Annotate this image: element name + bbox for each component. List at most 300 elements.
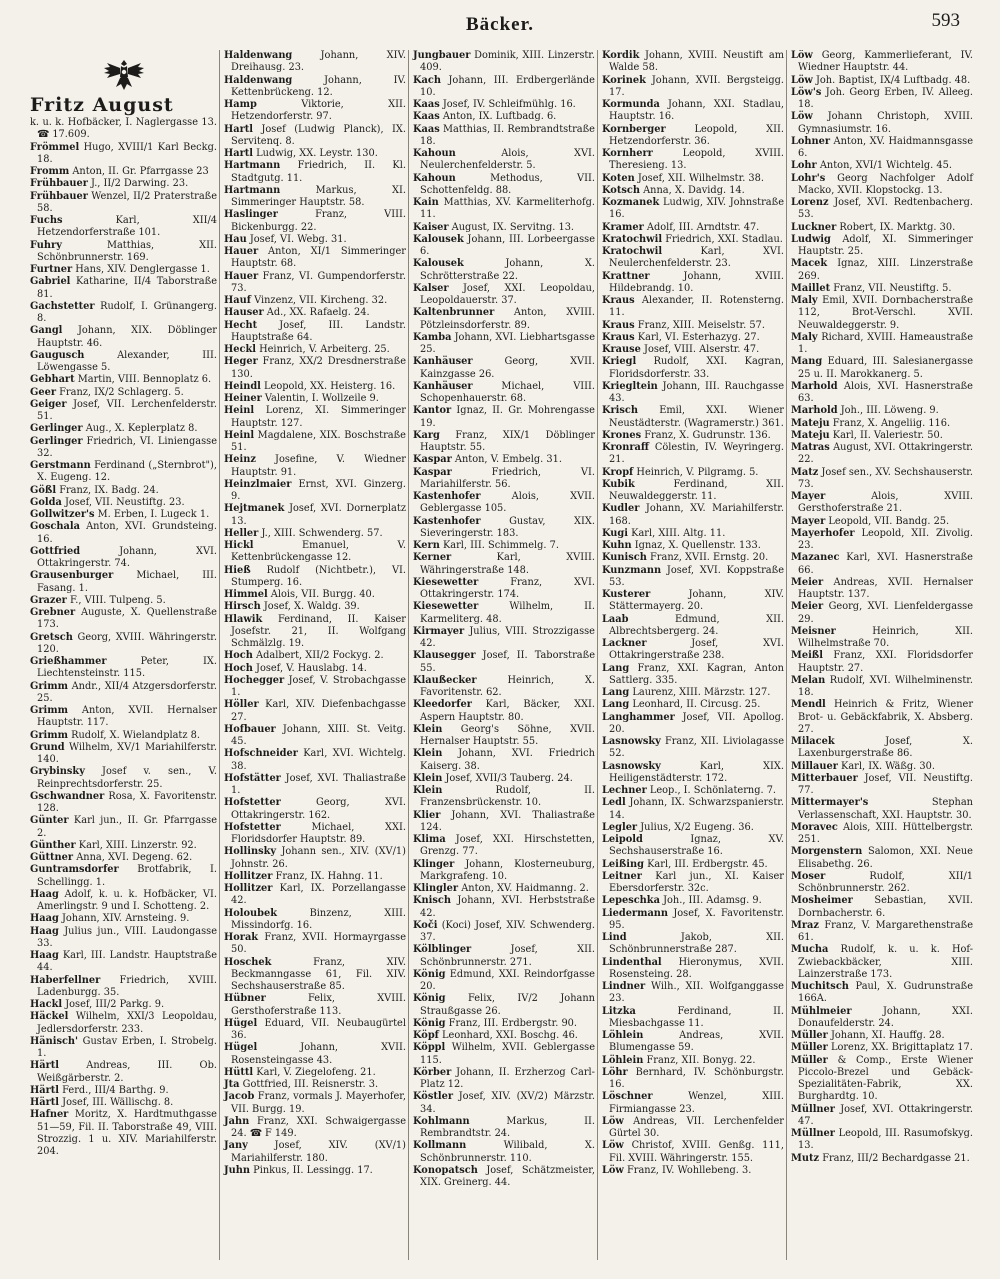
entry-address: Josef, X. Waldg. 39. (263, 601, 360, 613)
entry-name: Klein (413, 772, 443, 784)
entry-address: Joh., III. Adamsg. 9. (663, 895, 762, 907)
entry-address: Dominik, XIII. Linzerstr. 409. (420, 50, 595, 74)
entry-address: Anton, IX. Luftbadg. 6. (442, 111, 557, 123)
entry-address: k. u. k. Hofbäcker, I. Naglergasse 13. ☎ 17.609. (30, 117, 217, 141)
entry-name: Haag (30, 925, 59, 937)
entry-address: Anna, X. Davidg. 14. (643, 184, 745, 196)
entry-name: Jta (224, 1079, 240, 1090)
entry-address: Johann, XIV. Dreihausg. 23. (231, 50, 406, 74)
page-header (0, 10, 1000, 44)
entry-address: Alois, XVI. Neulerchenfelderstr. 5. (420, 148, 595, 172)
entry-address: Matthias, XV. Karmeliterhofg. 11. (420, 197, 595, 221)
directory-entry (30, 497, 217, 509)
entry-address: Rudolf, XXI. Kagran, Floridsdorferstr. 33. (609, 356, 784, 380)
entry-address: Binzenz, XIII. Missindorfg. 16. (231, 907, 406, 931)
directory-entry (30, 1036, 217, 1061)
directory-entry (791, 895, 973, 920)
entry-name: Klaußecker (413, 674, 477, 686)
entry-address: Josef, IV. Schleifmühlg. 16. (442, 99, 576, 110)
entry-address: Franz, XX/2 Dresdnerstraße 130. (231, 356, 406, 380)
entry-address: Karl, III. Schimmelg. 7. (442, 540, 559, 551)
entry-name: Klinger (413, 858, 455, 870)
entry-address: Josef, XVI. Thaliastraße 1. (231, 772, 406, 796)
entry-name: Kiesewetter (413, 601, 479, 613)
directory-entry (413, 356, 595, 381)
entry-name: Furtner (30, 264, 73, 275)
directory-entry (30, 864, 217, 889)
entry-address: Josef, XVI. Ottakringerstraße 238. (609, 638, 784, 662)
entry-name: Härtl (30, 1084, 60, 1096)
entry-address: Karl, XIX. Heiligenstädterstr. 172. (609, 760, 784, 784)
entry-address: Gustav Erben, I. Strobelg. 1. (37, 1035, 217, 1059)
entry-name: Liedermann (602, 907, 669, 919)
entry-name: Moravec (791, 821, 838, 833)
entry-address: Richard, XVIII. Hameaustraße 1. (798, 331, 973, 355)
entry-address: Karl, XIV. Diefenbachgasse 27. (231, 699, 406, 723)
entry-address: Georg, XVII. Kainzgasse 26. (420, 356, 595, 380)
entry-address: Karl, V. Ziegelofeng. 21. (256, 1066, 376, 1078)
entry-address: Karl, III. Landstr. Hauptstraße 44. (37, 950, 217, 974)
directory-entry (602, 197, 784, 222)
entry-name: Mayer (791, 491, 826, 502)
directory-entry (602, 797, 784, 822)
entry-address: Georg, XVI. Lienfeldergasse 29. (798, 601, 973, 625)
directory-entry (602, 565, 784, 590)
entry-address: Johann, XIV. Stättermayerg. 20. (609, 589, 784, 613)
directory-entry (791, 650, 973, 675)
entry-name: Hauer (224, 270, 259, 282)
directory-entry (413, 491, 595, 516)
entry-address: Stephan Verlassenschaft, XXI. Hauptstr. 30. (798, 797, 973, 821)
entry-name: Kerner (413, 552, 452, 564)
entry-address: Andreas, XVII. Blumengasse 59. (609, 1030, 784, 1054)
entry-address: Josef, VI. Webg. 31. (249, 233, 347, 245)
directory-entry (602, 442, 784, 467)
entry-name: Kraus (602, 319, 635, 331)
entry-address: Johann, XVII. Bergsteigg. 17. (609, 74, 784, 98)
directory-entry (413, 454, 595, 466)
entry-name: Kormunda (602, 99, 660, 110)
directory-entry (30, 276, 217, 301)
directory-entry (413, 1140, 595, 1165)
entry-address: Karl, XII/4 Hetzendorferstraße 101. (37, 215, 217, 239)
entry-name: Köppl (413, 1042, 446, 1054)
directory-entry (791, 418, 973, 430)
entry-address: Josef, III. Wällischg. 8. (62, 1097, 174, 1108)
entry-address: Sebastian, XVII. Dornbacherstr. 6. (798, 895, 973, 919)
directory-entry (224, 75, 406, 100)
entry-address: Karl, IX. Wäßg. 30. (841, 760, 935, 772)
directory-entry (224, 540, 406, 565)
directory-entry (30, 325, 217, 350)
directory-entry (224, 50, 406, 75)
entry-address: Karl, III. Erdbergstr. 45. (647, 858, 768, 870)
entry-address: Wilhelm, XVII. Geblergasse 115. (420, 1042, 595, 1066)
entry-address: Alois, XIII. Hüttelbergstr. 251. (798, 821, 973, 845)
directory-entry (602, 859, 784, 871)
entry-address: Anton, XV. Haidmannsgasse 6. (798, 135, 973, 159)
entry-address: Joh., III. Löweng. 9. (840, 405, 939, 417)
entry-name: Günther (30, 839, 76, 851)
entry-address: Karl, XIII. Altg. 11. (631, 527, 726, 539)
directory-entry (30, 815, 217, 840)
entry-address: Johann, Klosterneuburg, Markgrafeng. 10. (420, 858, 595, 882)
entry-name: Löhlein (602, 1030, 644, 1041)
directory-entry (224, 209, 406, 234)
entry-address: Josef, XXI. Leopoldau, Leopoldauerstr. 37. (420, 282, 595, 306)
entry-address: Johann, XXI. Donaufelderstr. 24. (798, 1005, 973, 1029)
directory-entry (413, 1030, 595, 1042)
entry-address: Franz, X. Angeliig. 116. (832, 417, 951, 429)
directory-entry (30, 656, 217, 681)
entry-name: Mateju (791, 417, 830, 429)
directory-entry (602, 332, 784, 344)
entry-name: Heinzlmaier (224, 478, 292, 490)
directory-entry (602, 503, 784, 528)
entry-name: Löw (791, 111, 813, 123)
entry-address: Franz, vormals J. Mayerhofer, VII. Burgg. 19. (231, 1091, 406, 1115)
entry-name: Krause (602, 344, 641, 355)
entry-address: Wilh., XII. Wolfganggasse 23. (609, 981, 784, 1005)
entry-name: Haag (30, 888, 59, 900)
directory-entry (602, 479, 784, 504)
directory-entry (224, 589, 406, 601)
directory-entry (413, 895, 595, 920)
entry-name: Lasnowsky (602, 760, 661, 772)
entry-name: Mraz (791, 919, 819, 931)
entry-name: Heckl (224, 344, 256, 355)
directory-entry (602, 405, 784, 430)
directory-entry (30, 215, 217, 240)
directory-entry (413, 1042, 595, 1067)
entry-name: Klingler (413, 883, 459, 894)
entry-name: Frühbauer (30, 190, 88, 202)
entry-name: Hofbauer (224, 723, 276, 735)
entry-name: Kaas (413, 99, 440, 110)
entry-address: Alexander, II. Rotensterng. 11. (609, 295, 784, 319)
directory-entry (413, 883, 595, 895)
directory-entry (791, 1030, 973, 1042)
entry-address: Ignaz, XV. Sechshauserstraße 16. (609, 834, 784, 858)
entry-name: Haldenwang (224, 50, 293, 61)
entry-name: Günter (30, 815, 69, 827)
entry-address: Josef, V. Hauslabg. 14. (256, 662, 367, 674)
entry-name: Frühbauer (30, 178, 88, 190)
directory-entry (791, 846, 973, 871)
directory-column-1 (30, 50, 219, 1260)
entry-name: Klausegger (413, 650, 476, 662)
entry-name: Kölblinger (413, 944, 472, 956)
entry-name: Heiner (224, 393, 262, 404)
directory-entry (602, 957, 784, 982)
directory-entry (791, 136, 973, 161)
directory-entry (413, 283, 595, 308)
entry-name: Kantor (413, 405, 452, 417)
entry-name: Hollinsky (224, 846, 277, 858)
directory-entry (224, 1018, 406, 1043)
entry-name: Hartmann (224, 184, 281, 196)
entry-name: Löw (602, 1164, 624, 1176)
entry-address: Karl, XVIII. Währingerstraße 148. (420, 552, 595, 576)
directory-entry (30, 1011, 217, 1036)
entry-name: Lorenz (791, 197, 829, 208)
entry-name: Härtl (30, 1097, 60, 1108)
directory-entry (224, 1140, 406, 1165)
directory-entry (30, 632, 217, 657)
directory-entry (602, 981, 784, 1006)
directory-entry (791, 381, 973, 406)
entry-address: M. Erben, I. Lugeck 1. (97, 509, 210, 520)
entry-address: Josef v. sen., V. Reinprechtsdorferstr. 25. (37, 766, 217, 790)
entry-address: Johann, XVIII. Hildebrandg. 10. (609, 270, 784, 294)
entry-address: Johann, XV. Mariahilferstr. 168. (609, 503, 784, 527)
entry-name: König (413, 968, 446, 980)
directory-entry (30, 178, 217, 190)
entry-address: Franz, XII. Liviolagasse 52. (609, 736, 784, 760)
entry-name: Kornherr (602, 148, 653, 159)
entry-name: Kotsch (602, 184, 640, 196)
directory-entry (413, 1116, 595, 1141)
entry-name: Meier (791, 576, 824, 588)
entry-address: Moritz, X. Hardtmuthgasse 51—59, Fil. II. Taborstraße 49, VIII. Strozzig. 1 u. XIV. Mariahilferstr. 204. (37, 1109, 217, 1157)
entry-address: Josef, XIV. (XV/1) Mariahilferstr. 180. (231, 1140, 406, 1164)
entry-name: Ledl (602, 797, 626, 809)
entry-name: Mühlmeier (791, 1005, 852, 1017)
directory-entry (602, 185, 784, 197)
entry-address: Julius, VIII. Strozzigasse 42. (420, 625, 595, 649)
entry-name: König (413, 1017, 446, 1029)
entry-address: Michael, VIII. Schopenhauerstr. 68. (420, 380, 595, 404)
directory-entry (602, 736, 784, 761)
entry-name: Hafner (30, 1109, 69, 1121)
entry-address: Karl, XVI. Wichtelg. 38. (231, 748, 406, 772)
directory-entry (602, 234, 784, 246)
entry-name: Kalousek (413, 233, 464, 245)
entry-address: Rosa, X. Favoritenstr. 128. (37, 790, 217, 814)
entry-name: Meier (791, 601, 824, 613)
entry-name: Kordik (602, 50, 640, 61)
directory-entry (224, 234, 406, 246)
entry-name: Meißl (791, 650, 823, 662)
entry-address: Anna, XVI. Degeng. 62. (76, 852, 193, 863)
entry-address: Johann, II. Erzherzog Carl-Platz 12. (420, 1066, 595, 1090)
entry-name: Grießhammer (30, 656, 107, 667)
directory-entry (413, 430, 595, 455)
directory-columns (30, 50, 975, 1260)
directory-entry (224, 601, 406, 613)
entry-address: Rudolf, XII/1 Schönbrunnerstr. 262. (798, 870, 973, 894)
entry-name: Hauf (224, 295, 251, 306)
directory-entry (413, 859, 595, 884)
entry-name: Geer (30, 386, 56, 398)
entry-address: Julius jun., VIII. Laudongasse 33. (37, 925, 217, 949)
entry-name: Lechner (602, 785, 647, 796)
entry-address: Leopold, XII. Hetzendorferstr. 36. (609, 123, 784, 147)
entry-address: Ferdinand, II. Kaiser Josefstr. 21, II. Wolfgang Schmälzlg. 19. (231, 613, 406, 649)
directory-entry (413, 944, 595, 969)
entry-name: Klima (413, 834, 446, 845)
entry-address: Heinrich & Fritz, Wiener Brot- u. Gebäckfabrik, X. Absberg. 27. (798, 699, 973, 735)
entry-name: Lang (602, 687, 630, 698)
entry-name: Legler (602, 821, 638, 833)
directory-entry (791, 944, 973, 981)
entry-address: Johann, IX. Schwarzspanierstr. 14. (609, 797, 784, 821)
directory-entry (602, 932, 784, 957)
directory-entry (30, 423, 217, 435)
entry-name: Fuchs (30, 215, 63, 226)
entry-address: Franz, IX. Badg. 24. (59, 484, 159, 496)
directory-column-4 (597, 50, 786, 1260)
directory-entry (30, 301, 217, 326)
entry-address: Hieronymus, XVII. Rosensteing. 28. (609, 956, 784, 980)
entry-name: Mitterbauer (791, 772, 858, 784)
entry-name: Meisner (791, 625, 836, 637)
directory-entry (791, 442, 973, 467)
entry-address: Salomon, XXI. Neue Elisabethg. 26. (798, 846, 973, 870)
entry-address: Ferdinand („Sternbrot"), X. Eugeng. 12. (37, 460, 217, 484)
entry-name: Heinz (224, 454, 256, 466)
directory-entry (413, 650, 595, 675)
directory-entry (602, 467, 784, 479)
directory-entry (602, 356, 784, 381)
directory-entry (602, 430, 784, 442)
entry-name: Knisch (413, 895, 451, 907)
entry-address: Katharine, II/4 Taborstraße 81. (37, 276, 217, 300)
entry-name: Laab (602, 613, 629, 625)
entry-address: Heinrich, X. Favoritenstr. 62. (420, 674, 595, 698)
entry-address: J., XIII. Schwenderg. 57. (261, 527, 383, 539)
entry-address: Edmund, XII. Albrechtsbergerg. 24. (609, 613, 784, 637)
directory-entry (791, 1153, 973, 1165)
entry-address: Josefine, V. Wiedner Hauptstr. 91. (231, 454, 406, 478)
entry-name: Hackl (30, 999, 63, 1010)
directory-entry (413, 381, 595, 406)
directory-entry (413, 50, 595, 75)
entry-address: Ludwig, XX. Leystr. 130. (256, 148, 378, 159)
entry-name: Köstler (413, 1091, 453, 1103)
entry-name: Klein (413, 723, 443, 735)
entry-address: Karl, XIII. Linzerstr. 92. (78, 839, 197, 851)
directory-entry (791, 601, 973, 626)
directory-entry (602, 540, 784, 552)
entry-address: Michael, XXI. Floridsdorfer Hauptstr. 89. (231, 821, 406, 845)
directory-entry (413, 467, 595, 492)
entry-address: Franz, XVI. Ottakringerstr. 174. (420, 576, 595, 600)
entry-name: Kunisch (602, 552, 647, 564)
directory-entry (224, 479, 406, 504)
entry-name: Mucha (791, 944, 829, 956)
entry-address: Joh. Baptist, IX/4 Luftbadg. 48. (815, 74, 971, 86)
entry-name: Kirmayer (413, 625, 465, 637)
directory-entry (791, 528, 973, 553)
entry-name: Hofstätter (224, 772, 281, 784)
entry-name: Fuhry (30, 239, 62, 251)
entry-name: Hieß (224, 564, 251, 576)
directory-entry (30, 142, 217, 167)
entry-name: Melan (791, 674, 826, 686)
entry-name: Kratochwil (602, 246, 663, 257)
directory-entry (224, 320, 406, 345)
directory-entry (602, 148, 784, 173)
entry-address: Leopold, XVIII. Theresieng. 13. (609, 148, 784, 172)
entry-name: Gretsch (30, 631, 73, 643)
entry-address: Karl jun., XI. Kaiser Ebersdorferstr. 32c. (609, 870, 784, 894)
entry-address: Karl, XVI. Neulerchenfelderstr. 23. (609, 246, 784, 270)
entry-name: Krattner (602, 270, 650, 282)
entry-name: Haslinger (224, 209, 278, 221)
entry-name: Kamba (413, 331, 452, 343)
entry-name: Mateju (791, 429, 830, 441)
entry-address: Aug., X. Keplerplatz 8. (85, 423, 198, 435)
directory-entry (602, 1140, 784, 1165)
entry-address: Ad., XX. Rafaelg. 24. (266, 307, 370, 319)
entry-address: Franz, VIII. Bickenburgg. 22. (231, 209, 406, 233)
entry-name: Geiger (30, 398, 67, 410)
entry-address: Peter, IX. Liechtensteinstr. 115. (37, 656, 217, 680)
entry-name: Korinek (602, 74, 646, 86)
directory-entry (30, 460, 217, 485)
entry-name: Hejtmanek (224, 503, 285, 515)
entry-name: Höller (224, 699, 259, 711)
directory-entry (602, 871, 784, 896)
entry-name: Kalousek (413, 258, 464, 270)
entry-name: Hoch (224, 662, 253, 674)
entry-address: Markus, II. Rembrandtstr. 24. (420, 1115, 595, 1139)
entry-address: Markus, XI. Simmeringer Hauptstr. 58. (231, 184, 406, 208)
entry-name: Hofschneider (224, 748, 298, 760)
directory-entry (791, 773, 973, 798)
directory-entry (224, 1079, 406, 1091)
directory-entry (413, 540, 595, 552)
entry-name: Löhlein (602, 1054, 644, 1066)
directory-entry (224, 405, 406, 430)
entry-address: Paul, X. Gudrunstraße 166A. (798, 981, 973, 1005)
directory-entry (224, 663, 406, 675)
directory-entry (602, 222, 784, 234)
imperial-eagle-icon (30, 56, 217, 94)
directory-entry (30, 374, 217, 386)
entry-name: Kleedorfer (413, 699, 472, 711)
entry-address: Johann, XVIII. Neustift am Walde 58. (609, 50, 784, 74)
entry-address: Friedrich, XXI. Stadlau. (665, 233, 783, 245)
entry-name: Maillet (791, 282, 831, 294)
directory-entry (602, 1055, 784, 1067)
directory-entry (602, 528, 784, 540)
entry-address: Anton, XV. Haidmanng. 2. (461, 883, 589, 894)
entry-name: Kaiser (413, 221, 449, 233)
directory-entry (602, 785, 784, 797)
entry-name: Heller (224, 527, 259, 539)
entry-name: Klein (413, 785, 443, 796)
entry-address: & Comp., Erste Wiener Piccolo-Brezel und Gebäck-Spezialitäten-Fabrik, XX. Burghardtg. 10. (798, 1054, 973, 1103)
entry-address: Karl, II. Valeriestr. 50. (832, 429, 943, 441)
directory-entry (791, 405, 973, 417)
directory-entry (602, 1030, 784, 1055)
entry-name: Golda (30, 496, 62, 508)
entry-address: Georg, XVI. Ottakringerstr. 162. (231, 797, 406, 821)
directory-entry (30, 791, 217, 816)
entry-name: Klein (413, 748, 443, 760)
entry-name: Hickl (224, 540, 254, 551)
entry-address: Josef, II. Taborstraße 55. (420, 650, 595, 674)
entry-name: Kramer (602, 221, 644, 233)
entry-name: Kaas (413, 111, 440, 123)
entry-address: Georg Nachfolger Adolf Macko, XVII. Klopstockg. 13. (798, 172, 973, 196)
entry-address: Franz, XII. Bonyg. 22. (646, 1054, 756, 1066)
directory-entry (602, 761, 784, 786)
directory-entry (791, 283, 973, 295)
entry-address: Gustav, XIX. Sieveringerstr. 183. (420, 515, 595, 539)
